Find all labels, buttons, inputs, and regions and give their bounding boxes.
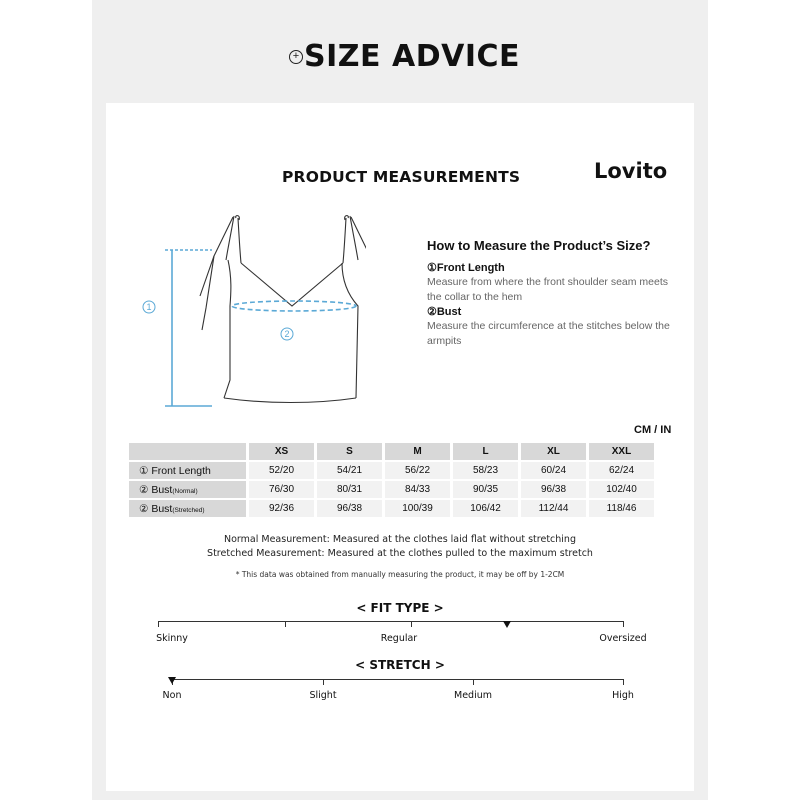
size-header: L (453, 443, 518, 460)
row-label (129, 500, 246, 517)
table-cell: 60/24 (521, 462, 586, 479)
measure-guide (427, 238, 677, 349)
fit-type-label: Skinny (156, 633, 188, 644)
brand-logo: Lovito (594, 159, 668, 183)
table-cell: 100/39 (385, 500, 450, 517)
stretch-tick (473, 679, 474, 685)
measurement-notes (106, 533, 694, 561)
page-title: SIZE ADVICE (304, 39, 520, 74)
guide-item-desc: Measure from where the front shoulder seam meets the collar to the hem (427, 276, 669, 303)
table-cell: 118/46 (589, 500, 654, 517)
size-header: M (385, 443, 450, 460)
table-row (129, 500, 654, 517)
table-cell: 62/24 (589, 462, 654, 479)
stretch-label: Non (162, 690, 182, 701)
table-cell: 76/30 (249, 481, 314, 498)
plus-circle-icon: + (289, 50, 303, 64)
stretch-label: Medium (454, 690, 492, 701)
row-label-text: ② Bust (139, 483, 173, 496)
unit-label: CM / IN (634, 424, 672, 436)
header (92, 40, 708, 74)
table-cell: 58/23 (453, 462, 518, 479)
stretch-marker (168, 677, 176, 684)
size-header: XL (521, 443, 586, 460)
fit-type-label: Oversized (599, 633, 647, 644)
table-cell: 96/38 (521, 481, 586, 498)
stretch-tick (323, 679, 324, 685)
size-header: XS (249, 443, 314, 460)
table-cell: 106/42 (453, 500, 518, 517)
stretch-label: High (612, 690, 634, 701)
guide-item-label: ①Front Length (427, 262, 505, 274)
table-cell: 84/33 (385, 481, 450, 498)
table-header-row (129, 443, 654, 460)
note-normal: Normal Measurement: Measured at the clothes laid flat without stretching (224, 534, 576, 545)
length-marker: 1 (146, 302, 152, 312)
size-panel (106, 103, 694, 791)
fit-type-tick (285, 621, 286, 627)
fit-type-marker (503, 621, 511, 628)
table-cell: 92/36 (249, 500, 314, 517)
fit-type-scale (158, 621, 624, 622)
row-label-suffix: (Normal) (172, 487, 198, 495)
stretch-title: < STRETCH > (355, 658, 445, 672)
stretch-label: Slight (309, 690, 337, 701)
guide-item-desc: Measure the circumference at the stitches below the armpits (427, 320, 670, 347)
note-stretched: Stretched Measurement: Measured at the clothes pulled to the maximum stretch (207, 548, 593, 559)
table-cell: 54/21 (317, 462, 382, 479)
guide-item-label: ②Bust (427, 306, 462, 318)
row-label (129, 481, 246, 498)
fit-type-tick (411, 621, 412, 627)
bust-marker: 2 (284, 329, 290, 339)
table-cell: 52/20 (249, 462, 314, 479)
table-cell: 112/44 (521, 500, 586, 517)
fit-type-label: Regular (380, 633, 418, 644)
table-row (129, 462, 654, 479)
stretch-scale (172, 679, 624, 680)
fit-type-title: < FIT TYPE > (356, 601, 444, 615)
table-cell: 80/31 (317, 481, 382, 498)
row-label-suffix: (Stretched) (172, 506, 205, 514)
footnote: * This data was obtained from manually measuring the product, it may be off by 1-2CM (235, 570, 565, 579)
size-table (126, 441, 657, 519)
row-label (129, 462, 246, 479)
fit-type-tick (623, 621, 624, 627)
table-cell: 56/22 (385, 462, 450, 479)
table-cell: 96/38 (317, 500, 382, 517)
row-label-text: ① Front Length (139, 464, 211, 477)
table-row (129, 481, 654, 498)
size-header: S (317, 443, 382, 460)
stretch-tick (623, 679, 624, 685)
fit-type-tick (158, 621, 159, 627)
table-corner (129, 443, 246, 460)
size-header: XXL (589, 443, 654, 460)
table-cell: 90/35 (453, 481, 518, 498)
garment-diagram (136, 208, 366, 418)
guide-title: How to Measure the Product’s Size? (427, 238, 651, 253)
section-title: PRODUCT MEASUREMENTS (282, 168, 521, 186)
row-label-text: ② Bust (139, 502, 173, 515)
table-cell: 102/40 (589, 481, 654, 498)
